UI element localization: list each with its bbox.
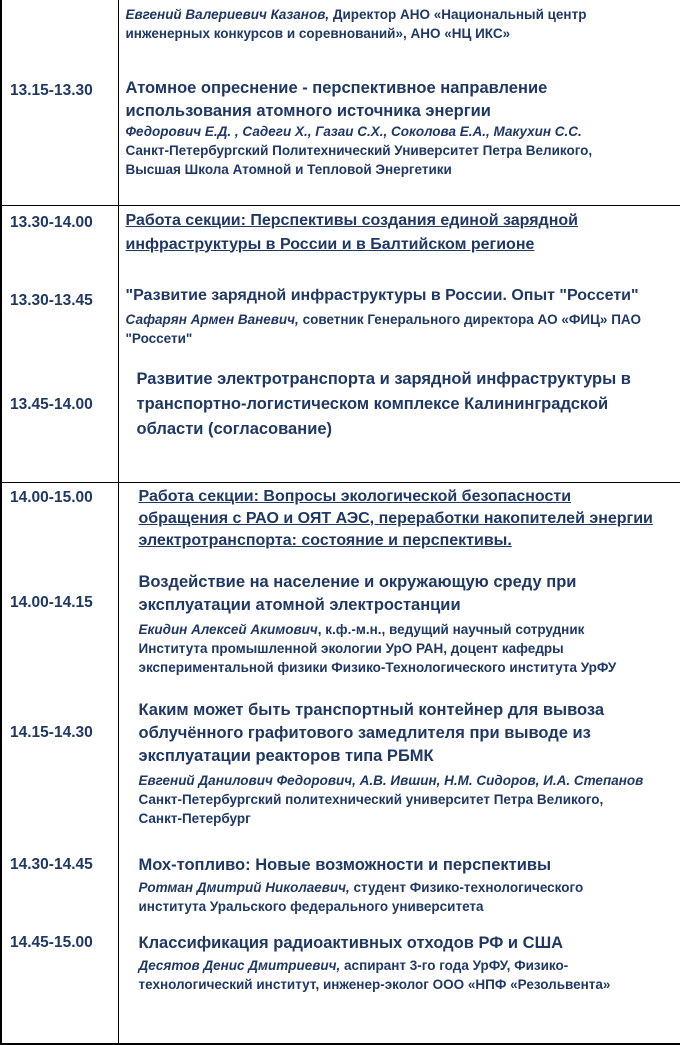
time-cell <box>1 482 118 1044</box>
section-time: 14.00-15.00 <box>10 488 93 506</box>
talk-title-line: использования атомного источника энергии <box>125 102 491 120</box>
talk-title-line: области (согласование) <box>136 419 333 438</box>
talk-title <box>126 285 639 306</box>
section-heading-line: обращения с РАО и ОЯТ АЭС, переработки накопителей энергии <box>138 509 653 527</box>
speaker-role: технологический институт, инженер-эколог ООО «НПФ «Резольвента» <box>138 976 611 992</box>
talk-title <box>137 367 631 442</box>
talk-title <box>139 854 552 877</box>
speaker-name: Сафарян Армен Ваневич, <box>125 311 299 327</box>
slot-time: 14.15-14.30 <box>10 723 93 741</box>
talk-title <box>139 932 564 955</box>
speaker-block <box>139 956 611 994</box>
slot-time: 14.45-15.00 <box>10 933 93 951</box>
authors: Евгений Данилович Федорович, А.В. Ившин, Н.М. Сидоров, И.А. Степанов <box>138 772 644 788</box>
talk-title-line: Мох-топливо: Новые возможности и перспективы <box>138 855 552 874</box>
section-heading <box>126 209 578 257</box>
speaker-block <box>139 620 617 677</box>
affiliation: Высшая Школа Атомной и Тепловой Энергетики <box>125 162 452 177</box>
slot-time: 13.45-14.00 <box>10 395 93 413</box>
talk-title-line: эксплуатации реакторов типа РБМК <box>138 746 434 765</box>
talk-title-line: облучённого графитового замедлителя при выводе из <box>138 723 591 742</box>
speaker-role: советник Генерального директора АО «ФИЦ» ПАО <box>298 311 641 327</box>
authors-block <box>139 771 644 828</box>
speaker-block <box>126 310 641 348</box>
section-heading-line: Работа секции: Перспективы создания единой зарядной <box>125 211 578 229</box>
slot-time: 13.30-13.45 <box>10 291 93 309</box>
section-heading <box>139 486 653 552</box>
talk-title-line: эксплуатации атомной электростанции <box>138 595 461 614</box>
speaker-role: Института промышленной экологии УрО РАН, доцент кафедры <box>138 640 564 656</box>
speaker-block <box>126 5 587 43</box>
schedule-row <box>1 205 680 482</box>
speaker-name: Ротман Дмитрий Николаевич, <box>138 879 350 895</box>
talk-title-line: Воздействие на население и окружающую среду при <box>138 572 577 591</box>
authors: Федорович Е.Д. , Садеги Х., Газаи С.Х., Соколова Е.А., Макухин С.С. <box>125 124 582 139</box>
talk-title-line: Развитие электротранспорта и зарядной инфраструктуры в <box>136 369 631 388</box>
time-cell <box>1 205 118 482</box>
talk-title <box>139 699 605 768</box>
schedule-row <box>1 0 680 205</box>
speaker-role: "Россети" <box>125 330 193 346</box>
section-heading-line: электротранспорта: состояние и перспективы. <box>138 531 512 549</box>
speaker-name: Евгений Валериевич Казанов, <box>125 7 330 22</box>
speaker-role: , к.ф.-м.н., ведущий научный сотрудник <box>317 621 585 637</box>
talk-title-line: Классификация радиоактивных отходов РФ и США <box>138 933 564 952</box>
slot-time: 14.00-14.15 <box>10 593 93 611</box>
content-cell <box>118 205 680 482</box>
affiliation: Санкт-Петербург <box>138 810 251 826</box>
authors-block <box>126 122 593 179</box>
talk-title <box>126 77 548 123</box>
slot-time: 13.15-13.30 <box>10 82 93 99</box>
speaker-role: Директор АНО «Национальный центр <box>332 7 587 22</box>
speaker-block <box>139 878 584 916</box>
talk-title-line: Каким может быть транспортный контейнер для вывоза <box>138 700 605 719</box>
time-cell <box>1 0 118 205</box>
affiliation: Санкт-Петербургский политехнический университет Петра Великого, <box>138 791 604 807</box>
content-cell <box>118 482 680 1044</box>
talk-title-line: Атомное опреснение - перспективное направление <box>125 79 548 97</box>
speaker-role: аспирант 3-го года УрФУ, Физико- <box>340 957 569 973</box>
slot-time: 14.30-14.45 <box>10 855 93 873</box>
schedule-row <box>1 482 680 1044</box>
talk-title-line: транспортно-логистическом комплексе Калининградской <box>136 394 609 413</box>
section-heading-line: инфраструктуры в России и в Балтийском регионе <box>125 235 535 253</box>
section-heading-line: Работа секции: Вопросы экологической безопасности <box>138 487 572 505</box>
speaker-role: инженерных конкурсов и соревнований», АНО «НЦ ИКС» <box>125 26 511 41</box>
speaker-role: института Уральского федерального университета <box>138 898 484 914</box>
affiliation: Санкт-Петербургский Политехнический Университет Петра Великого, <box>125 143 593 158</box>
speaker-name: Десятов Денис Дмитриевич, <box>138 957 341 973</box>
speaker-role: студент Физико-технологического <box>349 879 584 895</box>
speaker-name: Екидин Алексей Акимович <box>138 621 318 637</box>
content-cell <box>118 0 680 205</box>
talk-title <box>139 571 577 617</box>
section-time: 13.30-14.00 <box>10 213 93 231</box>
talk-title-line: "Развитие зарядной инфраструктуры в России. Опыт "Россети" <box>125 286 639 304</box>
speaker-role: экспериментальной физики Физико-Технологического института УрФУ <box>138 659 617 675</box>
